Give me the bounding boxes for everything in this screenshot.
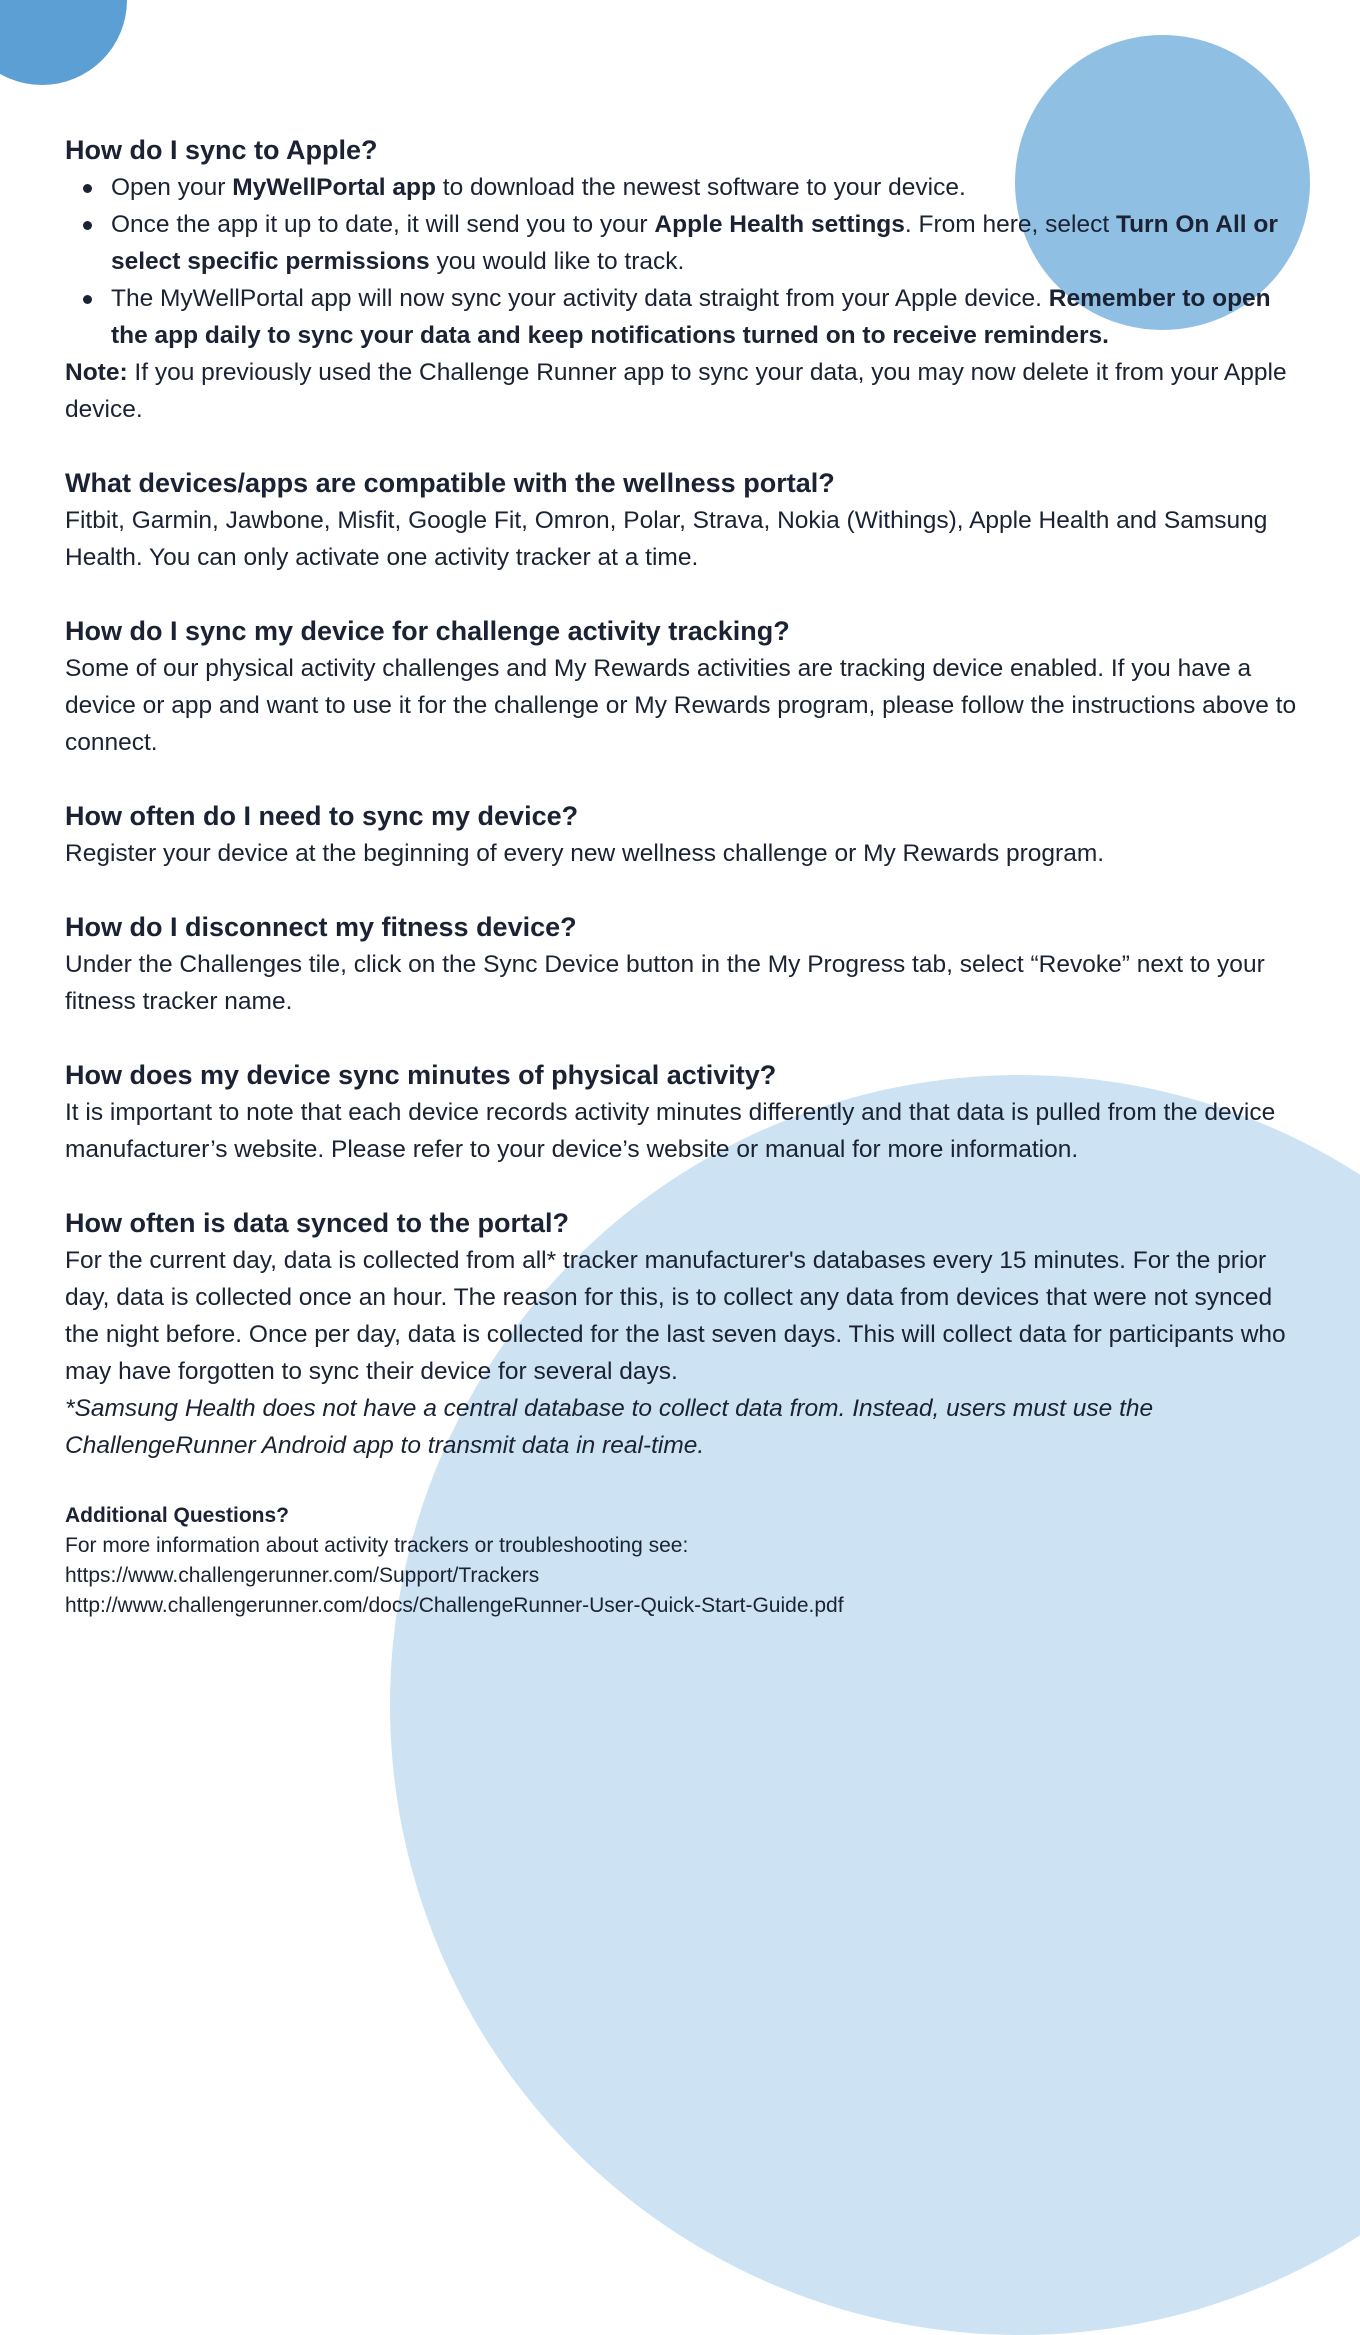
- decorative-circle-top-left: [0, 0, 127, 85]
- apple-step-2-text: Once the app it up to date, it will send you to your: [111, 211, 655, 238]
- additional-questions: [65, 1501, 1305, 1621]
- disconnect-text: Under the Challenges tile, click on the Sync Device button in the My Progress tab, select “Revoke” next to your fitness tracker name.: [65, 951, 1265, 1015]
- data-sync-text: For the current day, data is collected from all* tracker manufacturer's databases every 15 minutes. For the prior day, data is collected once an hour. The reason for this, is to collect any data from devices that were not synced the night before. Once per day, data is collected for the last seven days. This will collect data for participants who may have forgotten to sync their device for several days.: [65, 1247, 1286, 1385]
- faq-document: [65, 132, 1305, 1621]
- sync-frequency-text: Register your device at the beginning of every new wellness challenge or My Rewards program.: [65, 840, 1105, 867]
- apple-step-1: [111, 169, 1305, 206]
- apple-step-2-text-end: you would like to track.: [429, 248, 685, 275]
- faq-activity-minutes: [65, 1057, 1305, 1168]
- apple-step-2: [111, 206, 1305, 280]
- apple-step-2-bold-permissions: Turn On All or select specific permissions: [111, 211, 1278, 275]
- faq-data-sync: [65, 1205, 1305, 1464]
- challenge-sync-text: Some of our physical activity challenges and My Rewards activities are tracking device enabled. If you have a device or app and want to use it for the challenge or My Rewards program, please follow the instructions above to connect.: [65, 655, 1297, 756]
- additional-questions-text: For more information about activity trackers or troubleshooting see:: [65, 1534, 689, 1557]
- apple-step-3-text: The MyWellPortal app will now sync your activity data straight from your Apple device.: [111, 285, 1049, 312]
- compatible-devices-text: Fitbit, Garmin, Jawbone, Misfit, Google Fit, Omron, Polar, Strava, Nokia (Withings), Apple Health and Samsung Health. You can only activate one activity tracker at a time.: [65, 507, 1268, 571]
- additional-questions-heading: Additional Questions?: [65, 1504, 289, 1527]
- note-label: Note:: [65, 359, 128, 386]
- note-text: If you previously used the Challenge Runner app to sync your data, you may now delete it from your Apple device.: [65, 359, 1287, 423]
- apple-sync-heading: How do I sync to Apple?: [65, 135, 378, 165]
- apple-step-2-bold-settings: Apple Health settings: [654, 211, 905, 238]
- sync-frequency-heading: How often do I need to sync my device?: [65, 801, 579, 831]
- quick-start-guide-link[interactable]: http://www.challengerunner.com/docs/ChallengeRunner-User-Quick-Start-Guide.pdf: [65, 1594, 844, 1617]
- compatible-devices-heading: What devices/apps are compatible with the wellness portal?: [65, 468, 835, 498]
- faq-compatible-devices: [65, 465, 1305, 576]
- apple-sync-note: [65, 354, 1305, 428]
- faq-apple-sync: [65, 132, 1305, 428]
- trackers-support-link[interactable]: https://www.challengerunner.com/Support/Trackers: [65, 1564, 540, 1587]
- faq-sync-frequency: [65, 798, 1305, 872]
- activity-minutes-heading: How does my device sync minutes of physical activity?: [65, 1060, 777, 1090]
- apple-step-1-text: Open your: [111, 174, 233, 201]
- faq-challenge-sync: [65, 613, 1305, 761]
- faq-disconnect-device: [65, 909, 1305, 1020]
- activity-minutes-text: It is important to note that each device records activity minutes differently and that data is pulled from the device manufacturer’s website. Please refer to your device’s website or manual for more information.: [65, 1099, 1276, 1163]
- apple-step-2-text-mid: . From here, select: [904, 211, 1116, 238]
- apple-step-3: [111, 280, 1305, 354]
- data-sync-footnote: *Samsung Health does not have a central database to collect data from. Instead, users must use the ChallengeRunner Android app to transmit data in real-time.: [65, 1395, 1154, 1459]
- apple-step-1-bold: MyWellPortal app: [232, 174, 436, 201]
- apple-step-1-text-end: to download the newest software to your device.: [435, 174, 966, 201]
- disconnect-heading: How do I disconnect my fitness device?: [65, 912, 577, 942]
- data-sync-heading: How often is data synced to the portal?: [65, 1208, 570, 1238]
- apple-step-3-reminder: Remember to open the app daily to sync your data and keep notifications turned on to receive reminders.: [111, 285, 1271, 349]
- challenge-sync-heading: How do I sync my device for challenge activity tracking?: [65, 616, 790, 646]
- apple-sync-steps: [65, 169, 1305, 354]
